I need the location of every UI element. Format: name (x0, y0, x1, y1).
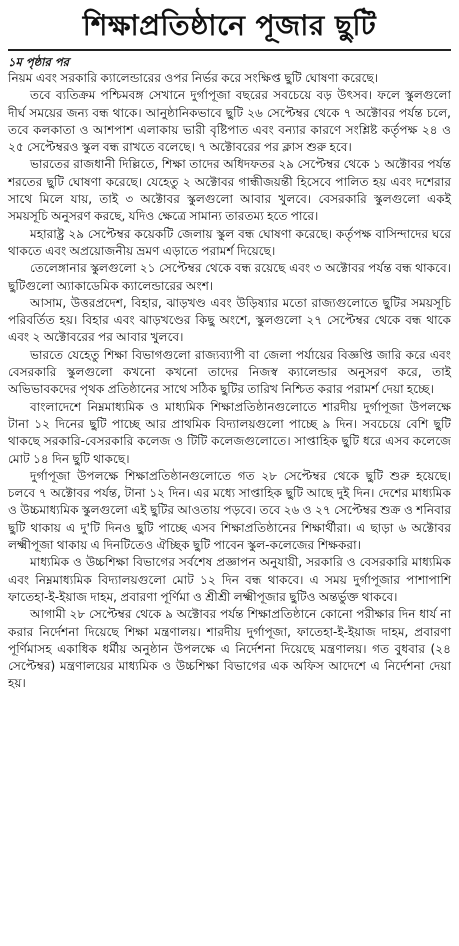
article-paragraph: বাংলাদেশে নিম্নমাধ্যমিক ও মাধ্যমিক শিক্ষাপ্রতিষ্ঠানগুলোতে শারদীয় দুর্গাপূজা উপলক্ষে টানা ১২ দিনের ছুটি পাচ্ছে আর প্রাথমিক বিদ্যালয়গুলো পাচ্ছে ৯ দিন। সবচেয়ে বেশি ছুটি থাকছে সরকারি-বেসরকারি কলেজ ও টিটি কলেজগুলোতে। সাপ্তাহিক ছুটি ধরে এসব কলেজে মোট ১৪ দিন ছুটি থাকছে। (8, 399, 451, 466)
article-paragraph: ভারতের রাজধানী দিল্লিতে, শিক্ষা তাদের অধিদফতর ২৯ সেপ্টেম্বর থেকে ১ অক্টোবর পর্যন্ত শরতের ছুটি ঘোষণা করেছে। যেহেতু ২ অক্টোবর গান্ধীজয়ন্তী হিসেবে পালিত হয় এবং দশেরার সাথে মিলে যায়, তাই ৩ অক্টোবর স্কুলগুলো আবার খুলবে। বেসরকারি স্কুলগুলো একই সময়সূচি অনুসরণ করছে, যদিও ক্ষেত্রে সামান্য তারতম্য হতে পারে। (8, 157, 451, 224)
article-paragraph: মহারাষ্ট্র ২৯ সেপ্টেম্বর কয়েকটি জেলায় স্কুল বন্ধ ঘোষণা করেছে। কর্তৃপক্ষ বাসিন্দাদের ঘরে থাকতে এবং অপ্রয়োজনীয় ভ্রমণ এড়াতে পরামর্শ দিয়েছে। (8, 226, 451, 258)
article-paragraph: দুর্গাপূজা উপলক্ষে শিক্ষাপ্রতিষ্ঠানগুলোতে গত ২৮ সেপ্টেম্বর থেকে ছুটি শুরু হয়েছে। চলবে ৭ অক্টোবর পর্যন্ত, টানা ১২ দিন। এর মধ্যে সাপ্তাহিক ছুটি আছে দুই দিন। দেশের মাধ্যমিক ও উচ্চমাধ্যমিক স্কুলগুলো এই ছুটির আওতায় পড়বে। তবে ২৬ ও ২৭ সেপ্টেম্বর শুক্র ও শনিবার ছুটি থাকায় এ দু'টি দিনও ছুটি পাচ্ছে এসব শিক্ষাপ্রতিষ্ঠানের শিক্ষার্থীরা। এ ছাড়া ৬ অক্টোবর লক্ষ্মীপূজা থাকায় এ দিনটিতেও ঐচ্ছিক ছুটি পাবেন স্কুল-কলেজের শিক্ষকরা। (8, 468, 451, 553)
article-paragraph: আসাম, উত্তরপ্রদেশ, বিহার, ঝাড়খণ্ড এবং উড়িষ্যার মতো রাজ্যগুলোতে ছুটির সময়সূচি পরিবর্তিত হয়। বিহার এবং ঝাড়খণ্ডের কিছু অংশে, স্কুলগুলো ২৭ সেপ্টেম্বর থেকে বন্ধ থাকে এবং ২ অক্টোবরের পর আবার খুলবে। (8, 295, 451, 345)
article-paragraph: আগামী ২৮ সেপ্টেম্বর থেকে ৯ অক্টোবর পর্যন্ত শিক্ষাপ্রতিষ্ঠানে কোনো পরীক্ষার দিন ধার্য না করার নির্দেশনা দিয়েছে শিক্ষা মন্ত্রণালয়। শারদীয় দুর্গাপূজা, ফাতেহা-ই-ইয়াজ দাহম, প্রবারণা পূর্ণিমাসহ একাধিক ধর্মীয় অনুষ্ঠান উপলক্ষে এ নির্দেশনা দিয়েছে মন্ত্রণালয়। গত বুধবার (২৪ সেপ্টেম্বর) মন্ত্রণালয়ের মাধ্যমিক ও উচ্চশিক্ষা বিভাগের এক অফিস আদেশে এ নির্দেশনা দেয়া হয়। (8, 607, 451, 691)
continuation-note: ১ম পৃষ্ঠার পর (8, 55, 69, 69)
article-paragraph: নিয়ম এবং সরকারি ক্যালেন্ডারের ওপর নির্ভর করে সংক্ষিপ্ত ছুটি ঘোষণা করেছে। (8, 71, 379, 85)
article-paragraph: তবে ব্যতিক্রম পশ্চিমবঙ্গ সেখানে দুর্গাপূজা বছরের সবচেয়ে বড় উৎসব। ফলে স্কুলগুলো দীর্ঘ সময়ের জন্য বন্ধ থাকে। আনুষ্ঠানিকভাবে ছুটি ২৬ সেপ্টেম্বর থেকে ৭ অক্টোবর পর্যন্ত চলে, তবে কলকাতা ও আশপাশ এলাকায় ভারী বৃষ্টিপাত এবং বন্যার কারণে সংশ্লিষ্ট কর্তৃপক্ষ ২৪ ও ২৫ সেপ্টেম্বরও স্কুল বন্ধ রাখতে বলেছে। ৭ অক্টোবরের পর ক্লাস শুরু হবে। (8, 88, 451, 155)
article-paragraph: ভারতে যেহেতু শিক্ষা বিভাগগুলো রাজ্যব্যাপী বা জেলা পর্যায়ের বিজ্ঞপ্তি জারি করে এবং বেসরকারি স্কুলগুলো কখনো কখনো তাদের নিজস্ব ক্যালেন্ডার অনুসরণ করে, তাই অভিভাবকদের পৃথক প্রতিষ্ঠানের সাথে সঠিক ছুটির তারিখ নিশ্চিত করার পরামর্শ দেয়া হচ্ছে। (8, 347, 451, 397)
headline: শিক্ষাপ্রতিষ্ঠানে পূজার ছুটি (82, 9, 377, 42)
article-paragraph: মাধ্যমিক ও উচ্চশিক্ষা বিভাগের সর্বশেষ প্রজ্ঞাপন অনুযায়ী, সরকারি ও বেসরকারি মাধ্যমিক এবং নিম্নমাধ্যমিক বিদ্যালয়গুলো মোট ১২ দিন বন্ধ থাকবে। এ সময় দুর্গাপূজার পাশাপাশি ফাতেহা-ই-ইয়াজ দাহম, প্রবারণা পূর্ণিমা ও শ্রীশ্রী লক্ষ্মীপূজার ছুটিও অন্তর্ভুক্ত থাকবে। (8, 555, 451, 604)
headline-divider (8, 49, 451, 51)
article-paragraph: তেলেঙ্গানার স্কুলগুলো ২১ সেপ্টেম্বর থেকে বন্ধ রয়েছে এবং ৩ অক্টোবর পর্যন্ত বন্ধ থাকবে। ছুটিগুলো অ্যাকাডেমিক ক্যালেন্ডারের অংশ। (8, 261, 451, 293)
